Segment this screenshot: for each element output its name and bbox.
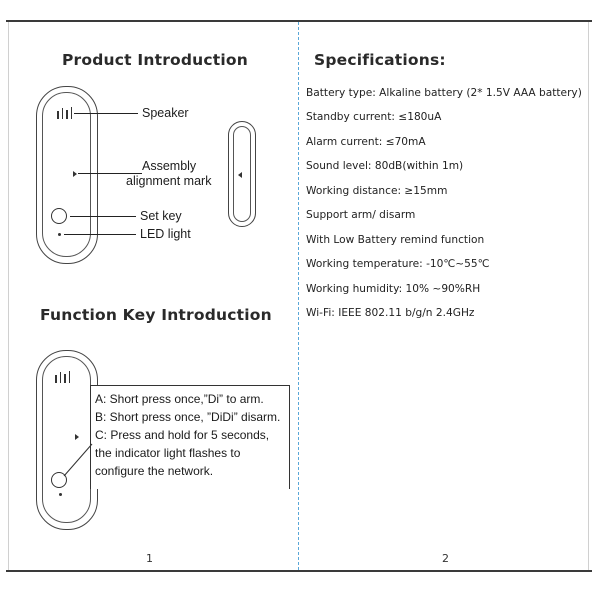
spec-low-battery: With Low Battery remind function (306, 234, 485, 246)
function-line-d: the indicator light flashes to (95, 446, 241, 460)
specifications-heading: Specifications: (314, 51, 446, 69)
page-number-2: 2 (442, 552, 449, 565)
magnet-illustration (228, 121, 256, 227)
set-key-icon (51, 208, 67, 224)
assembly-label-line1: Assembly (142, 159, 197, 173)
led-light-label: LED light (140, 227, 191, 241)
function-key-callout (90, 385, 290, 489)
function-line-c: C: Press and hold for 5 seconds, (95, 428, 270, 442)
page-divider (298, 22, 299, 570)
assembly-label-line2: alignment mark (126, 174, 212, 188)
page-number-1: 1 (146, 552, 153, 565)
function-line-a: A: Short press once,”Di” to arm. (95, 392, 264, 406)
function-led-icon (59, 493, 62, 496)
spec-working-humidity: Working humidity: 10% ~90%RH (306, 283, 481, 295)
spec-working-distance: Working distance: ≥15mm (306, 185, 448, 197)
function-line-b: B: Short press once, ”DiDi” disarm. (95, 410, 281, 424)
led-leader-line (64, 234, 136, 235)
spec-alarm-current: Alarm current: ≤70mA (306, 136, 426, 148)
spec-wifi: Wi-Fi: IEEE 802.11 b/g/n 2.4GHz (306, 307, 475, 319)
magnet-alignment-mark-icon (238, 172, 242, 178)
magnet-inner-outline (233, 126, 251, 222)
speaker-leader-line (74, 113, 138, 114)
function-speaker-grille-icon (55, 371, 70, 383)
right-margin-line (588, 22, 589, 570)
function-line-e: configure the network. (95, 464, 214, 478)
spec-battery-type: Battery type: Alkaline battery (2* 1.5V AAA battery) (306, 87, 582, 99)
product-introduction-heading: Product Introduction (62, 51, 249, 69)
speaker-label: Speaker (142, 106, 189, 120)
left-margin-line (8, 22, 9, 570)
callout-pointer-line (60, 440, 100, 480)
function-key-heading: Function Key Introduction (40, 306, 272, 324)
speaker-grille-icon (57, 107, 72, 119)
spec-standby-current: Standby current: ≤180uA (306, 111, 442, 123)
spec-working-temperature: Working temperature: -10℃~55℃ (306, 258, 490, 270)
set-key-leader-line (70, 216, 136, 217)
spec-arm-disarm: Support arm/ disarm (306, 209, 416, 221)
alignment-mark-icon (73, 171, 77, 177)
spec-sound-level: Sound level: 80dB(within 1m) (306, 160, 464, 172)
led-light-icon (58, 233, 61, 236)
set-key-label: Set key (140, 209, 182, 223)
